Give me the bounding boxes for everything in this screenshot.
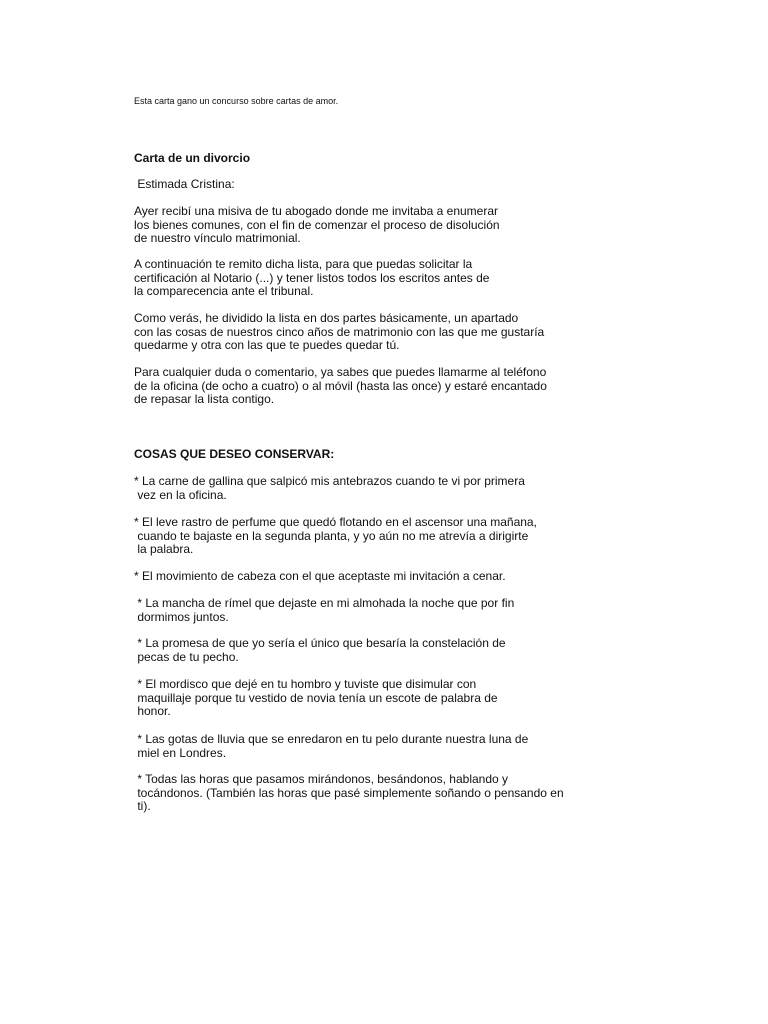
paragraph-line: Ayer recibí una misiva de tu abogado donde me invitaba a enumerar	[134, 204, 499, 218]
list-item-line: * El leve rastro de perfume que quedó flotando en el ascensor una mañana,	[134, 515, 537, 529]
paragraph-line: de repasar la lista contigo.	[134, 392, 275, 407]
list-item-line: * La carne de gallina que salpicó mis antebrazos cuando te vi por primera	[134, 474, 525, 488]
list-item	[134, 570, 506, 584]
list-item-line: la palabra.	[134, 542, 194, 557]
paragraph-line: la comparecencia ante el tribunal.	[134, 284, 314, 299]
list-item-line: cuando te bajaste en la segunda planta, y yo aún no me atrevía a dirigirte	[134, 528, 529, 543]
list-item	[134, 637, 506, 664]
paragraph-line: Como verás, he dividido la lista en dos partes básicamente, un apartado	[134, 311, 519, 325]
list-item	[134, 773, 564, 814]
greeting	[134, 178, 235, 192]
paragraph-3	[134, 312, 544, 353]
paragraph-2	[134, 258, 489, 299]
list-item-line: honor.	[134, 704, 171, 719]
list-item-line: tocándonos. (También las horas que pasé simplemente soñando o pensando en	[134, 785, 564, 800]
list-item	[134, 597, 514, 624]
list-item-line: * Las gotas de lluvia que se enredaron en tu pelo durante nuestra luna de	[134, 732, 529, 746]
list-item	[134, 475, 525, 502]
list-item-line: * Todas las horas que pasamos mirándonos, besándonos, hablando y	[134, 772, 509, 786]
paragraph-line: A continuación te remito dicha lista, para que puedas solicitar la	[134, 257, 473, 271]
paragraph-4	[134, 366, 547, 407]
paragraph-line: con las cosas de nuestros cinco años de matrimonio con las que me gustaría	[134, 324, 545, 339]
paragraph-line: Para cualquier duda o comentario, ya sabes que puedes llamarme al teléfono	[134, 365, 547, 379]
list-item-line: dormimos juntos.	[134, 609, 229, 624]
list-item	[134, 733, 528, 760]
paragraph-line: certificación al Notario (...) y tener listos todos los escritos antes de	[134, 270, 490, 285]
list-item-line: vez en la oficina.	[134, 487, 227, 502]
paragraph-1	[134, 205, 500, 246]
paragraph-line: quedarme y otra con las que te puedes quedar tú.	[134, 338, 400, 353]
section-title: COSAS QUE DESEO CONSERVAR:	[134, 447, 335, 461]
list-item-line: * La mancha de rímel que dejaste en mi almohada la noche que por fin	[134, 596, 515, 610]
greeting-line: Estimada Cristina:	[134, 177, 235, 191]
list-item	[134, 516, 537, 557]
list-item-line: pecas de tu pecho.	[134, 649, 239, 664]
paragraph-line: los bienes comunes, con el fin de comenzar el proceso de disolución	[134, 217, 500, 232]
intro-note: Esta carta gano un concurso sobre cartas de amor.	[134, 96, 339, 106]
list-item-line: * El movimiento de cabeza con el que aceptaste mi invitación a cenar.	[134, 569, 506, 583]
paragraph-line: de la oficina (de ocho a cuatro) o al móvil (hasta las once) y estaré encantado	[134, 378, 547, 393]
list-item-line: * La promesa de que yo sería el único que besaría la constelación de	[134, 636, 506, 650]
list-item	[134, 678, 498, 719]
paragraph-line: de nuestro vínculo matrimonial.	[134, 231, 301, 246]
list-item-line: miel en Londres.	[134, 745, 227, 760]
letter-title: Carta de un divorcio	[134, 151, 251, 165]
list-item-line: * El mordisco que dejé en tu hombro y tuviste que disimular con	[134, 677, 477, 691]
list-item-line: maquillaje porque tu vestido de novia tenía un escote de palabra de	[134, 690, 498, 705]
list-item-line: ti).	[134, 799, 151, 814]
